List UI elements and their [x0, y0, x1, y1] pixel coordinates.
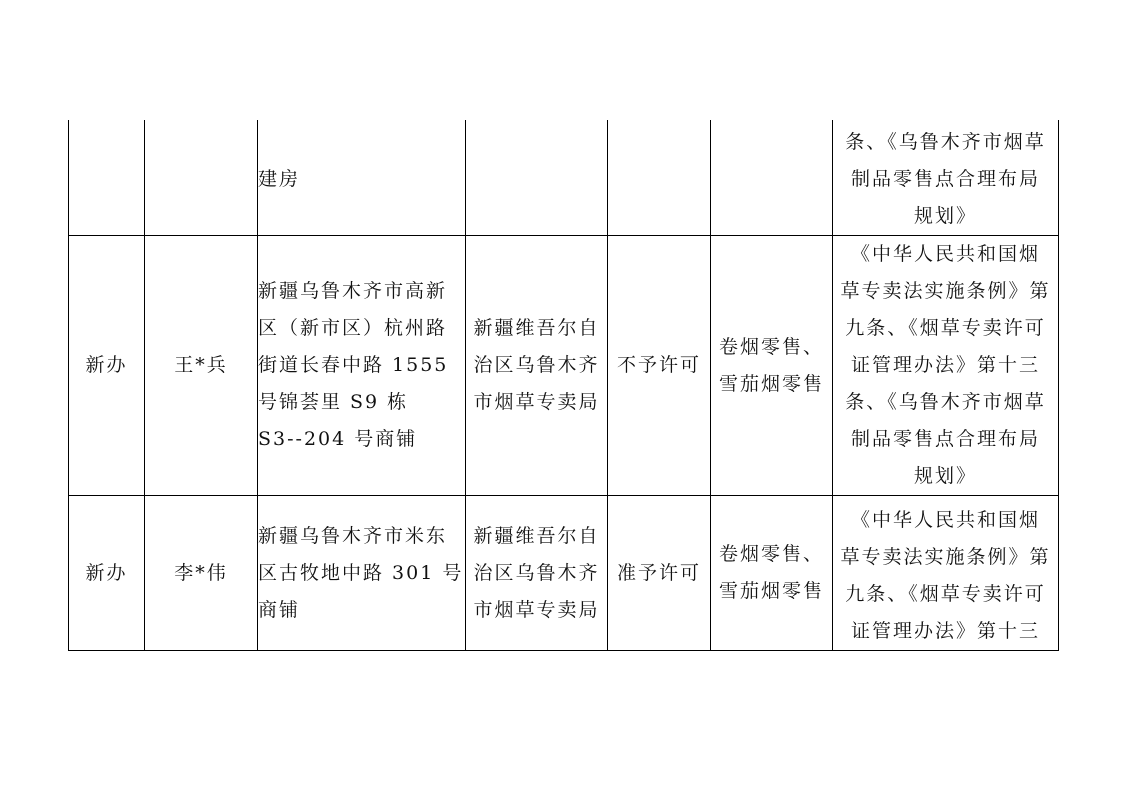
permit-table	[68, 120, 1059, 651]
cell-scope: 卷烟零售、 雪茄烟零售	[711, 496, 833, 651]
table-row	[69, 120, 1059, 236]
cell-type	[69, 120, 145, 236]
cell-type: 新办	[69, 496, 145, 651]
cell-scope	[711, 120, 833, 236]
cell-name: 王*兵	[145, 236, 258, 496]
cell-address: 新疆乌鲁木齐市高新 区（新市区）杭州路 街道长春中路 1555 号锦荟里 S9 栋 S3--204 号商铺	[258, 236, 466, 496]
cell-type: 新办	[69, 236, 145, 496]
table-row	[69, 496, 1059, 651]
cell-scope: 卷烟零售、 雪茄烟零售	[711, 236, 833, 496]
cell-basis: 《中华人民共和国烟 草专卖法实施条例》第 九条、《烟草专卖许可 证管理办法》第十三 条、《乌鲁木齐市烟草 制品零售点合理布局 规划》	[833, 236, 1059, 496]
cell-address: 新疆乌鲁木齐市米东 区古牧地中路 301 号 商铺	[258, 496, 466, 651]
cell-address: 建房	[258, 120, 466, 236]
cell-authority	[466, 120, 608, 236]
cell-decision: 准予许可	[608, 496, 711, 651]
cell-basis: 条、《乌鲁木齐市烟草 制品零售点合理布局 规划》	[833, 120, 1059, 236]
cell-decision	[608, 120, 711, 236]
cell-name	[145, 120, 258, 236]
table-row	[69, 236, 1059, 496]
cell-authority: 新疆维吾尔自 治区乌鲁木齐 市烟草专卖局	[466, 236, 608, 496]
cell-name: 李*伟	[145, 496, 258, 651]
cell-authority: 新疆维吾尔自 治区乌鲁木齐 市烟草专卖局	[466, 496, 608, 651]
cell-basis: 《中华人民共和国烟 草专卖法实施条例》第 九条、《烟草专卖许可 证管理办法》第十三	[833, 496, 1059, 651]
cell-decision: 不予许可	[608, 236, 711, 496]
